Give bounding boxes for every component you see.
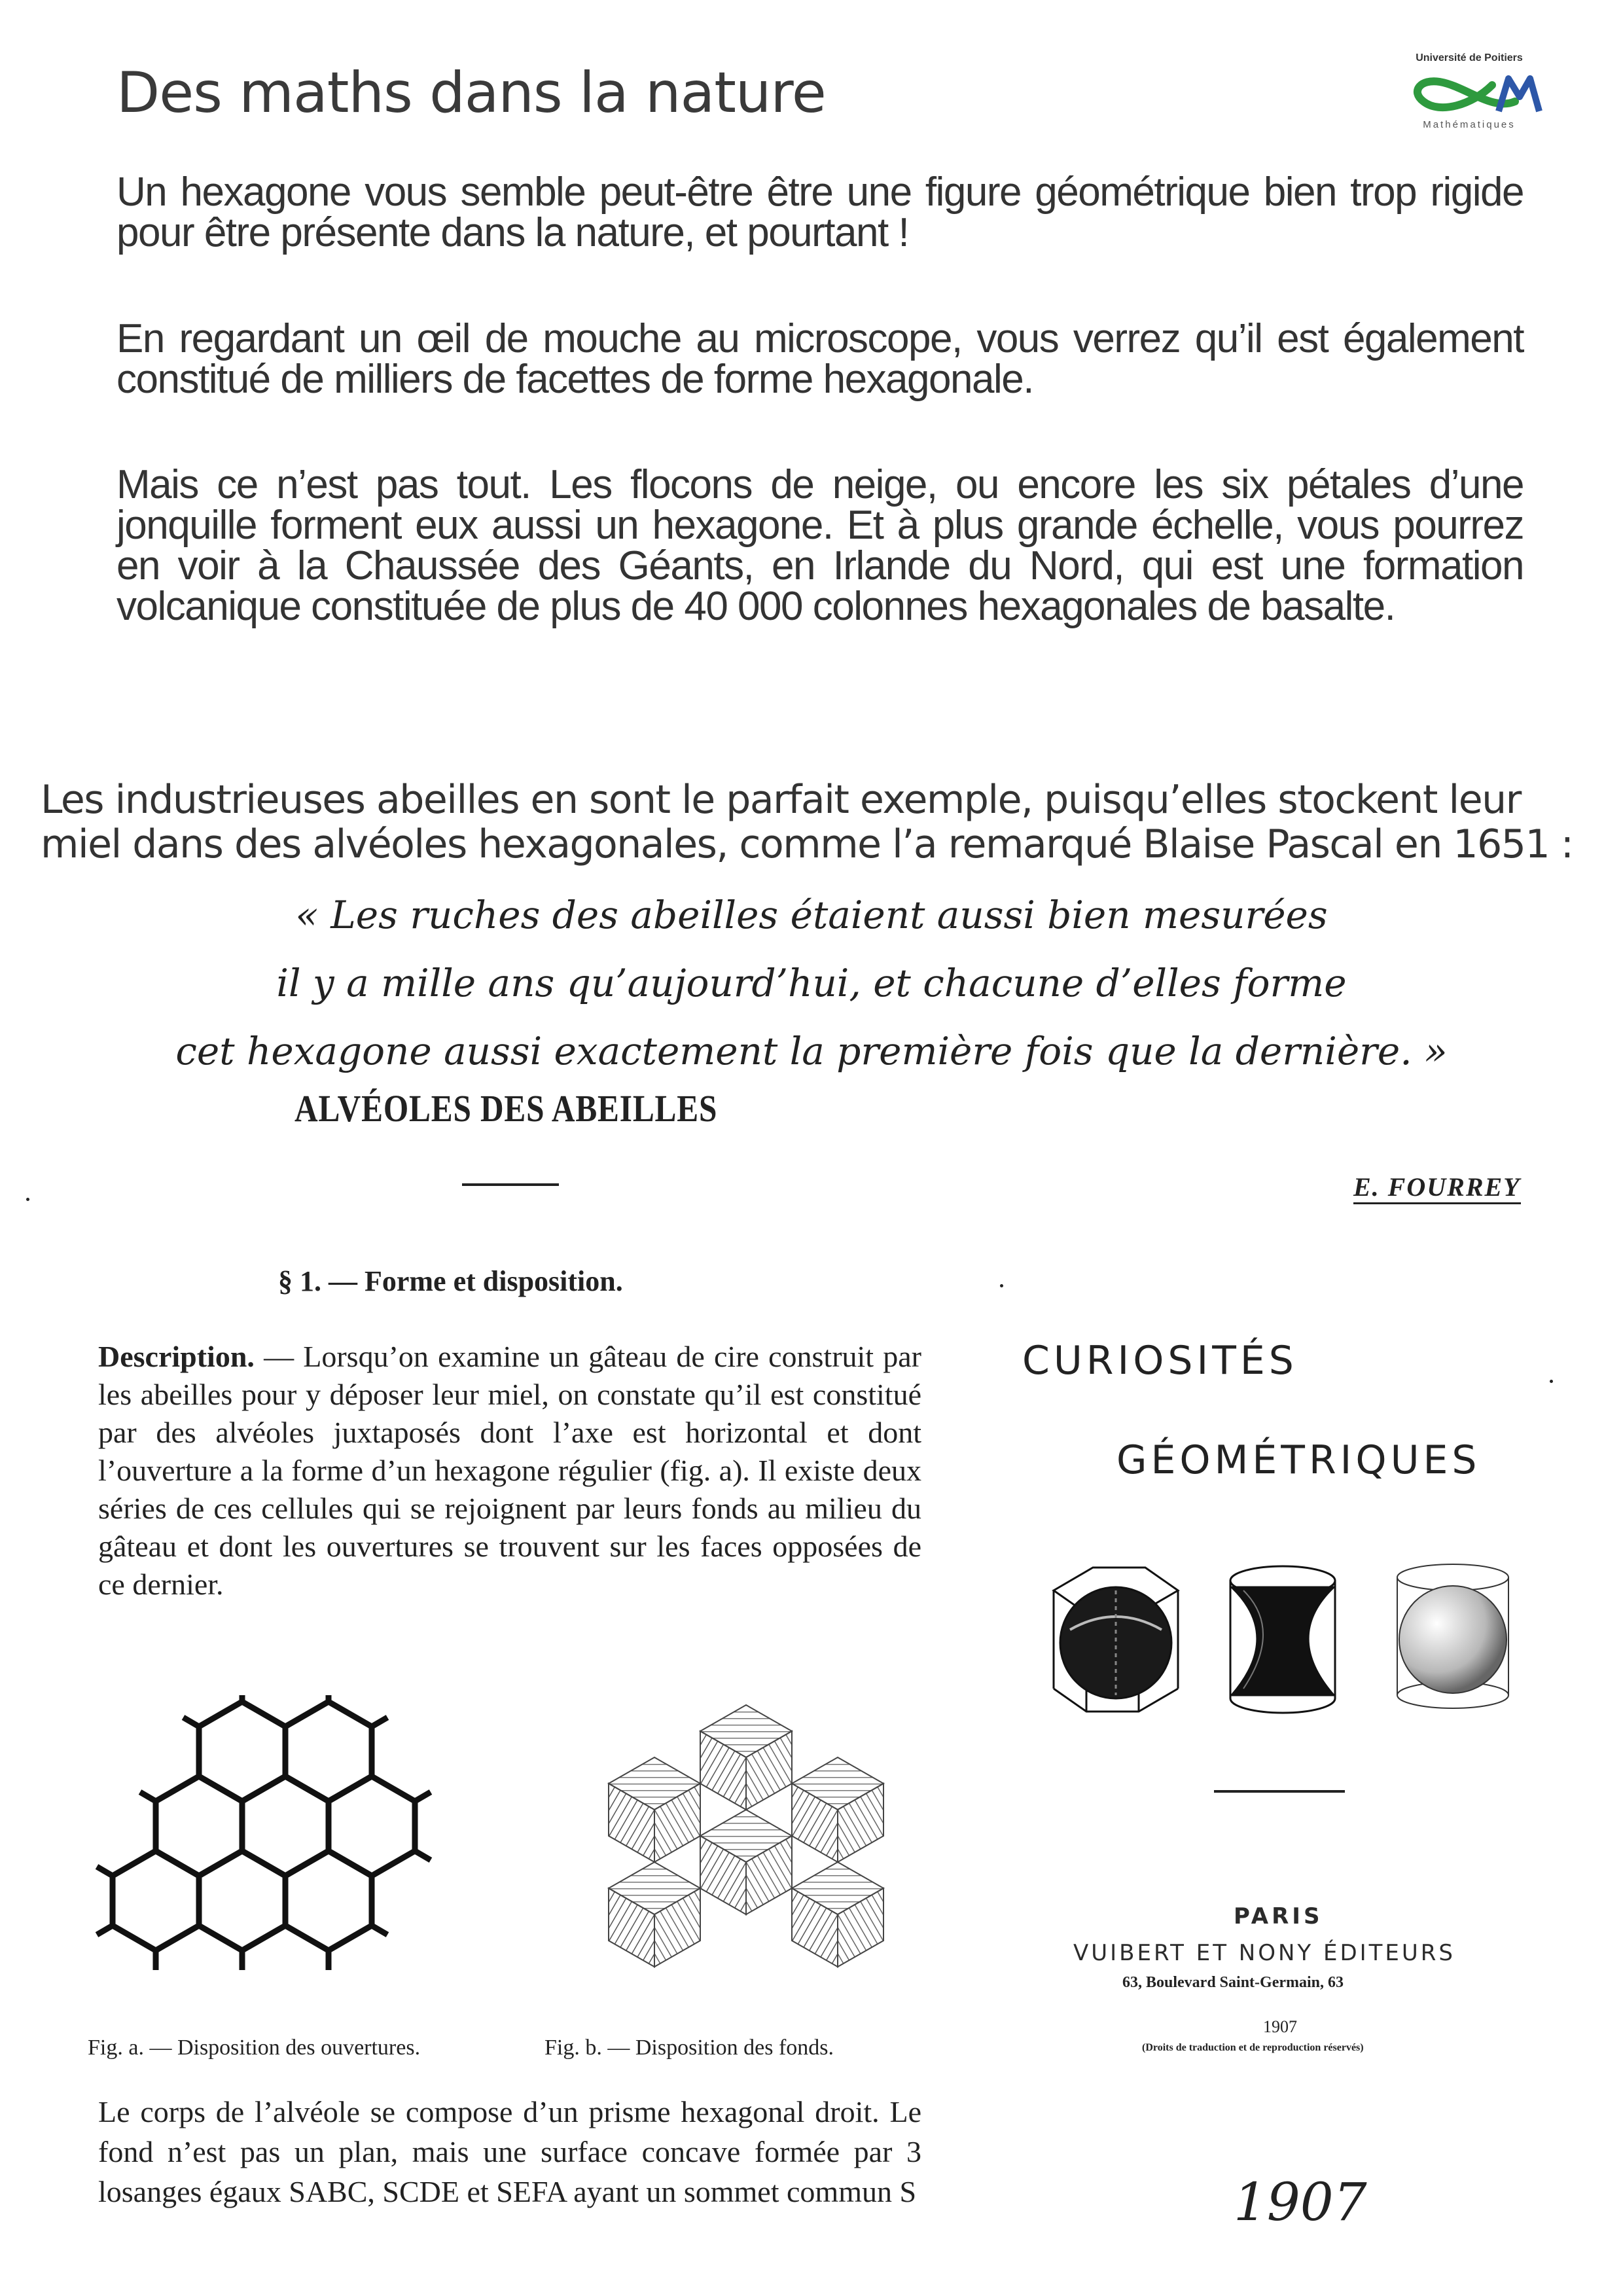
corps-paragraph: Le corps de l’alvéole se compose d’un prisme hexagonal droit. Le fond n’est pas un plan, mais une surface concave formée par 3 losanges égaux SABC, SCDE et SEFA ayant un sommet commun S [98,2095,921,2208]
cover-city: PARIS [1234,1903,1323,1929]
cover-publisher: VUIBERT ET NONY ÉDITEURS [1073,1940,1456,1966]
cover-title-line-2: GÉOMÉTRIQUES [1116,1437,1481,1483]
section-heading: § 1. — Forme et disposition. [278,1265,623,1297]
hexagonal-prism-sphere-icon [1054,1568,1178,1712]
cover-year-big: 1907 [1234,2172,1367,2233]
description-text: — Lorsqu’on examine un gâteau de cire construit par les abeilles pour y déposer leur miel, on constate qu’il est constitué par des alvéoles juxtaposés dont l’axe est horizontal et dont l’ouverture a la forme d’un hexagone régulier (fig. a). Il existe deux séries de ces cellules qui se rejoignent par leurs fonds au milieu du gâteau et dont les ouvertures se trouvent sur les faces opposées de ce dernier. [98,1340,921,1601]
cover-rule [1214,1790,1345,1793]
speck [1000,1284,1003,1287]
page-title: Des maths dans la nature [116,60,826,126]
logo-bottom-text: Mathématiques [1423,119,1516,130]
excerpt-title: ALVÉOLES DES ABEILLES [294,1087,718,1130]
cylinder-hyperboloid-icon [1230,1566,1335,1713]
cover-rights: (Droits de traduction et de reproduction réservés) [1142,2042,1364,2053]
pascal-quote [98,881,1525,1085]
cylinder-sphere-icon [1397,1564,1508,1708]
cover-author: E. FOURREY [1353,1172,1521,1204]
cover-year-small: 1907 [1263,2017,1297,2036]
logo-top-text: Université de Poitiers [1416,52,1523,63]
fig-a-honeycomb [92,1695,471,1983]
cover-title-line-1: CURIOSITÉS [1022,1338,1298,1384]
intro-paragraph-3: Mais ce n’est pas tout. Les flocons de neige, ou encore les six pétales d’une jonquille forment eux aussi un hexagone. Et à plus grande échelle, vous pourrez en voir à la Chaussée des Géants, en Irlande du Nord, qui est une formation volcanique constituée de plus de 40 000 colonnes hexagonales de basalte. [116,462,1524,629]
fig-b-rhombic-cells [576,1692,916,1993]
quote-line-2: il y a mille ans qu’aujourd’hui, et chacune d’elles forme [276,961,1347,1005]
description-label: Description. [98,1340,255,1373]
intro-paragraph-2: En regardant un œil de mouche au microscope, vous verrez qu’il est également constitué de milliers de facettes de forme hexagonale. [116,316,1524,402]
quote-line-1: « Les ruches des abeilles étaient aussi bien mesurées [295,893,1328,937]
universite-poitiers-logo [1394,52,1544,131]
quote-line-3: cet hexagone aussi exactement la première fois que la dernière. » [175,1029,1448,1073]
bees-paragraph: Les industrieuses abeilles en sont le parfait exemple, puisqu’elles stockent leur miel dans des alvéoles hexagonales, comme l’a remarqué Blaise Pascal en 1651 : [41,777,1573,867]
description-paragraph [98,1338,921,1604]
cover-address: 63, Boulevard Saint-Germain, 63 [1122,1974,1344,1991]
logo-alpha-icon [1394,65,1544,118]
fig-a-caption: Fig. a. — Disposition des ouvertures. [88,2036,421,2060]
intro-paragraph-1: Un hexagone vous semble peut-être être une figure géométrique bien trop rigide pour être présente dans la nature, et pourtant ! [116,170,1524,255]
fig-b-caption: Fig. b. — Disposition des fonds. [544,2036,834,2060]
excerpt-title-rule [462,1183,559,1186]
speck [26,1198,29,1201]
speck [1550,1380,1553,1383]
cover-geometric-solids [1034,1551,1531,1721]
